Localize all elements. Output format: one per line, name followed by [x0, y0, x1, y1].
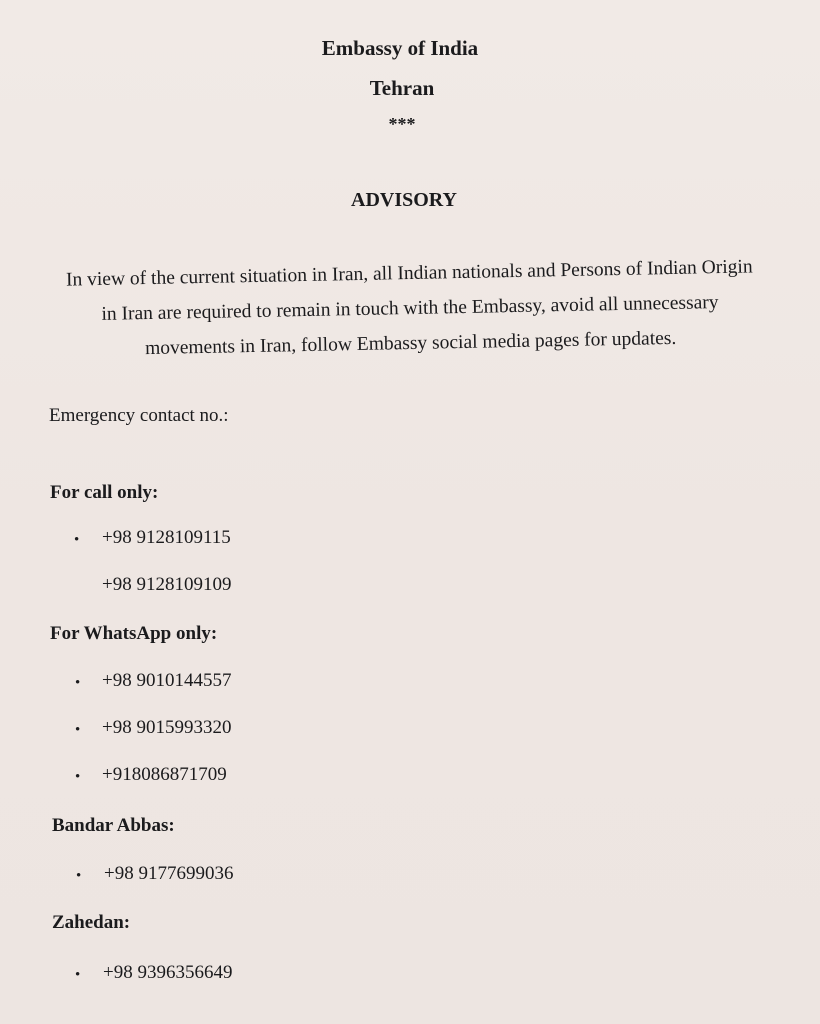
list-item	[0, 671, 820, 693]
bullet-icon: •	[74, 532, 80, 548]
advisory-title: ADVISORY	[351, 189, 457, 211]
list-item	[0, 575, 820, 597]
section-heading-bandar-abbas: Bandar Abbas:	[52, 815, 175, 836]
bullet-icon: •	[75, 722, 81, 738]
phone-number: +98 9128109109	[102, 574, 232, 595]
emergency-contact-label: Emergency contact no.:	[49, 405, 229, 426]
bullet-icon: •	[75, 967, 81, 983]
bullet-icon: •	[75, 769, 81, 785]
phone-number: +98 9177699036	[104, 863, 234, 884]
phone-number: +98 9128109115	[102, 527, 231, 548]
list-item	[0, 864, 820, 886]
list-item	[0, 528, 820, 550]
section-heading-whatsapp: For WhatsApp only:	[50, 623, 218, 644]
header-separator: ***	[388, 114, 416, 134]
list-item	[0, 765, 820, 787]
list-item	[0, 718, 820, 740]
phone-number: +98 9396356649	[103, 962, 233, 983]
phone-number: +98 9015993320	[102, 717, 232, 738]
embassy-name: Embassy of India	[321, 36, 479, 60]
advisory-paragraph	[39, 249, 781, 368]
phone-number: +918086871709	[102, 764, 227, 785]
section-heading-call: For call only:	[50, 482, 159, 503]
bullet-icon: •	[76, 868, 82, 884]
phone-number: +98 9010144557	[102, 670, 232, 691]
bullet-icon: •	[75, 675, 81, 691]
section-heading-zahedan: Zahedan:	[52, 912, 131, 933]
city-name: Tehran	[369, 76, 435, 100]
advisory-line-2: in Iran are required to remain in touch with the Embassy, avoid all unnecessary	[101, 292, 719, 325]
list-item	[0, 963, 820, 985]
advisory-line-3: movements in Iran, follow Embassy social media pages for updates.	[144, 327, 677, 360]
advisory-line-1: In view of the current situation in Iran, all Indian nationals and Persons of Indian Origin	[65, 256, 753, 291]
